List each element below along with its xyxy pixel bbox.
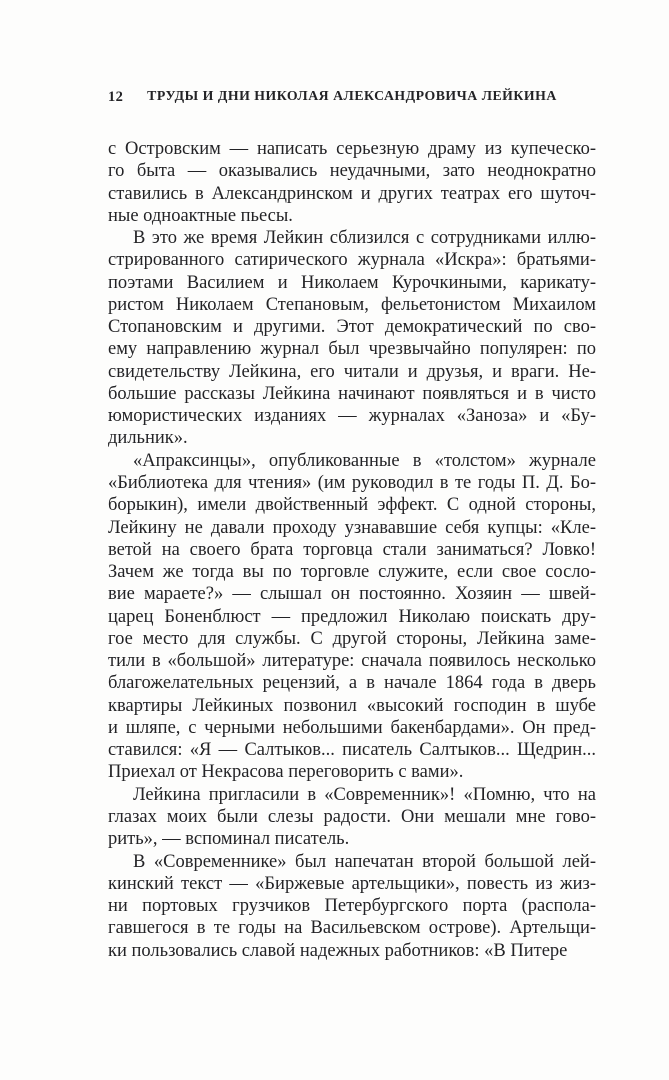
- text-line: Приехал от Некрасова переговорить с вами».: [108, 762, 464, 783]
- text-line: стрированного сатирического журнала «Искра»: братьями-: [108, 250, 596, 271]
- body-text: [108, 138, 596, 962]
- text-line: свидетельству Лейкина, его читали и друзья, и враги. Не-: [108, 361, 596, 382]
- text-line: ные одноактные пьесы.: [108, 205, 293, 226]
- text-line: ветой на своего брата торговца стали заниматься? Ловко!: [108, 539, 596, 560]
- text-line: и шляпе, с черными небольшими бакенбардами». Он пред-: [108, 717, 596, 738]
- text-line: юмористических изданиях — журналах «Заноза» и «Бу-: [108, 406, 596, 427]
- text-line: с Островским — написать серьезную драму из купеческо-: [108, 139, 596, 159]
- text-line: дильник».: [108, 428, 188, 449]
- text-line: го быта — оказывались неудачными, зато неоднократно: [108, 161, 596, 182]
- text-line: квартиры Лейкиных позвонил «высокий господин в шубе: [108, 695, 596, 716]
- text-line: ставились в Александринском и других театрах его шуточ-: [108, 183, 596, 204]
- text-line: тили в «большой» литературе: сначала появилось несколько: [108, 651, 596, 672]
- text-line: кинский текст — «Биржевые артельщики», повесть из жиз-: [108, 873, 596, 894]
- text-line: В «Современнике» был напечатан второй большой лей-: [133, 851, 596, 872]
- text-line: В это же время Лейкин сблизился с сотрудниками иллю-: [133, 228, 596, 249]
- text-line: глазах моих были слезы радости. Они мешали мне гово-: [108, 806, 596, 827]
- text-line: борыкин), имели двойственный эффект. С одной стороны,: [108, 495, 596, 516]
- text-line: гавшегося в те годы на Васильевском острове). Артельщи-: [108, 918, 596, 939]
- text-line: ристом Николаем Степановым, фельетонистом Михаилом: [108, 294, 596, 315]
- text-line: Зачем же тогда вы по торговле служите, если свое сосло-: [108, 562, 596, 583]
- running-title: ТРУДЫ И ДНИ НИКОЛАЯ АЛЕКСАНДРОВИЧА ЛЕЙКИНА: [147, 88, 557, 103]
- page-number: 12: [108, 89, 124, 105]
- text-line: «Библиотека для чтения» (им руководил в те годы П. Д. Бо-: [108, 472, 596, 493]
- text-line: поэтами Василием и Николаем Курочкиными, карикату-: [108, 272, 596, 293]
- text-line: ки пользовались славой надежных работников: «В Питере: [108, 940, 568, 961]
- text-line: царец Боненблюст — предложил Николаю поискать дру-: [108, 606, 596, 627]
- text-line: ставился: «Я — Салтыков... писатель Салтыков... Щедрин...: [108, 740, 596, 761]
- text-line: Лейкину не давали проходу узнававшие себя купцы: «Кле-: [108, 517, 596, 538]
- text-line: Лейкина пригласили в «Современник»! «Помню, что на: [133, 784, 596, 805]
- text-line: «Апраксинцы», опубликованные в «толстом» журнале: [133, 450, 596, 471]
- text-line: Стопановским и другими. Этот демократический по сво-: [108, 317, 596, 338]
- text-line: ни портовых грузчиков Петербургского порта (распола-: [108, 896, 596, 917]
- text-line: рить», — вспоминал писатель.: [108, 829, 350, 850]
- text-line: гое место для службы. С другой стороны, Лейкина заме-: [108, 628, 596, 649]
- text-line: большие рассказы Лейкина начинают появляться и в чисто: [108, 383, 596, 404]
- text-line: ему направлению журнал был чрезвычайно популярен: по: [108, 339, 596, 360]
- text-line: вие мараете?» — слышал он постоянно. Хозяин — швей-: [108, 584, 596, 605]
- page-header: [108, 88, 596, 106]
- text-line: благожелательных рецензий, а в начале 1864 года в дверь: [108, 673, 596, 694]
